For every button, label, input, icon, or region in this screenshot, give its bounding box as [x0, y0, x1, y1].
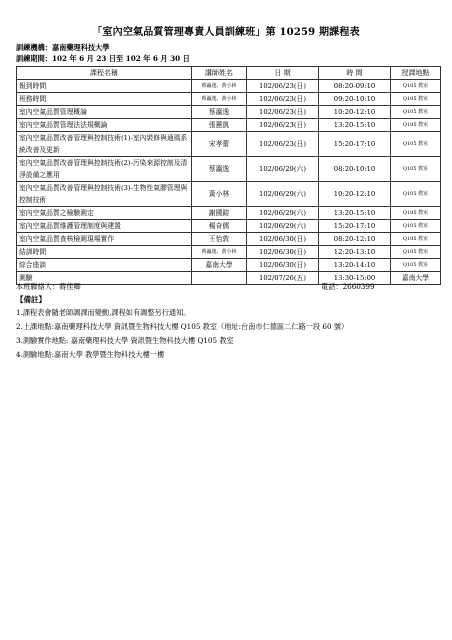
course-cell: 室內空氣品質管理概論: [17, 106, 192, 119]
table-row: [17, 80, 441, 93]
course-cell: 室內空氣品質之檢驗測定: [17, 207, 192, 220]
date-cell: 102/06/29(六): [247, 157, 319, 182]
header-date: 日 期: [247, 67, 319, 80]
location-cell: Q105 教室: [391, 246, 441, 259]
note-item: 1.課程表會隨老師調課而變動,課程如有調整另行通知。: [16, 308, 191, 317]
course-cell: 室內空氣品質改善管理與控制技術(2)-污染來源控制及清淨設備之應用: [17, 157, 192, 182]
course-cell: 室內空氣品質查核檢測現場實作: [17, 233, 192, 246]
schedule-table: [16, 66, 441, 285]
table-row: [17, 220, 441, 233]
note-item: 4.測驗地點:嘉南大學 教學暨生物科技大樓一樓: [16, 350, 165, 359]
date-cell: 102/06/30(日): [247, 246, 319, 259]
time-cell: 12:20-13:10: [319, 246, 391, 259]
date-cell: 102/06/29(六): [247, 182, 319, 207]
course-cell: 結訓時間: [17, 246, 192, 259]
date-cell: 102/06/23(日): [247, 106, 319, 119]
location-cell: Q105 教室: [391, 220, 441, 233]
header-location: 授課地點: [391, 67, 441, 80]
course-cell: 報到時間: [17, 80, 192, 93]
header-course: 課程名稱: [17, 67, 192, 80]
instructor-cell: 楊奇儒: [192, 220, 247, 233]
table-row: [17, 157, 441, 182]
instructor-cell: 蔡瀛逸、黃小林: [192, 246, 247, 259]
location-cell: Q105 教室: [391, 132, 441, 157]
table-row: [17, 259, 441, 272]
location-cell: Q105 教室: [391, 93, 441, 106]
instructor-cell: 謝國鎔: [192, 207, 247, 220]
time-cell: 13:20-15:10: [319, 119, 391, 132]
time-cell: 13:30-15:00: [319, 272, 391, 285]
date-cell: 102/06/30(日): [247, 259, 319, 272]
note-item: 3.測驗實作地點: 嘉南藥理科技大學 資訊暨生物科技大樓 Q105 教室: [16, 336, 234, 345]
instructor-cell: 宋孝蕾: [192, 132, 247, 157]
location-cell: Q105 教室: [391, 182, 441, 207]
time-cell: 15:20-17:10: [319, 220, 391, 233]
time-cell: 09:20-10:10: [319, 93, 391, 106]
time-cell: 08:20-09:10: [319, 80, 391, 93]
instructor-cell: 蔡瀛逸: [192, 106, 247, 119]
time-cell: 13:20-15:10: [319, 207, 391, 220]
course-cell: 綜合座談: [17, 259, 192, 272]
instructor-cell: 張蕙凱: [192, 119, 247, 132]
date-cell: 102/07/26(五): [247, 272, 319, 285]
table-row: [17, 207, 441, 220]
instructor-cell: 黃小林: [192, 182, 247, 207]
header-instructor: 講師姓名: [192, 67, 247, 80]
date-cell: 102/06/23(日): [247, 132, 319, 157]
date-cell: 102/06/29(六): [247, 207, 319, 220]
instructor-cell: 蔡瀛逸、黃小林: [192, 80, 247, 93]
date-cell: 102/06/23(日): [247, 80, 319, 93]
training-period-line: 訓練期間：102 年 6 月 23 日至 102 年 6 月 30 日: [16, 54, 190, 63]
location-cell: Q105 教室: [391, 233, 441, 246]
time-cell: 08:20-10:10: [319, 157, 391, 182]
notes-heading: 【備註】: [16, 295, 46, 304]
location-cell: Q105 教室: [391, 207, 441, 220]
contact-person: 本班聯絡人：蔣佳卿: [16, 282, 81, 291]
table-row: [17, 233, 441, 246]
location-cell: 嘉南大學: [391, 272, 441, 285]
location-cell: Q105 教室: [391, 157, 441, 182]
course-cell: 室內空氣品質改善管理與控制技術(1)-室內裝修與通風系統改善及更新: [17, 132, 192, 157]
location-cell: Q105 教室: [391, 119, 441, 132]
schedule-body: [17, 80, 441, 285]
course-cell: 班務時間: [17, 93, 192, 106]
course-cell: 室內空氣品質改善管理與控制技術(3)-生物性氣膠管理與控制技術: [17, 182, 192, 207]
contact-line: [16, 282, 440, 292]
time-cell: 15:20-17:10: [319, 132, 391, 157]
table-row: [17, 132, 441, 157]
date-cell: 102/06/23(日): [247, 93, 319, 106]
date-cell: 102/06/30(日): [247, 233, 319, 246]
location-cell: Q105 教室: [391, 106, 441, 119]
course-cell: 測驗: [17, 272, 192, 285]
time-cell: 10:20-12:10: [319, 182, 391, 207]
location-cell: Q105 教室: [391, 80, 441, 93]
time-cell: 13:20-14:10: [319, 259, 391, 272]
time-cell: 08:20-12:10: [319, 233, 391, 246]
instructor-cell: 蔡瀛逸: [192, 157, 247, 182]
table-row: [17, 246, 441, 259]
date-cell: 102/06/23(日): [247, 119, 319, 132]
date-cell: 102/06/29(六): [247, 220, 319, 233]
note-item: 2.上課地點:嘉南藥理科技大學 資訊暨生物科技大樓 Q105 教室（地址:台南市仁德區二仁路一段 60 號）: [16, 322, 349, 331]
instructor-cell: 王怡敦: [192, 233, 247, 246]
institution-line: 訓練機構：嘉南藥理科技大學: [16, 43, 110, 52]
contact-phone: 電話：2660399: [321, 282, 375, 291]
table-header-row: [17, 67, 441, 80]
page-title: 「室內空氣品質管理專責人員訓練班」第 10259 期課程表: [92, 27, 360, 38]
location-cell: Q105 教室: [391, 259, 441, 272]
table-row: [17, 119, 441, 132]
header-time: 時 間: [319, 67, 391, 80]
table-row: [17, 93, 441, 106]
instructor-cell: 嘉南大學: [192, 259, 247, 272]
table-row: [17, 106, 441, 119]
course-cell: 室內空氣品質維護管理制度與建置: [17, 220, 192, 233]
time-cell: 10:20-12:10: [319, 106, 391, 119]
table-row: [17, 182, 441, 207]
instructor-cell: 蔡瀛逸、黃小林: [192, 93, 247, 106]
course-cell: 室內空氣品質管理法法規概論: [17, 119, 192, 132]
